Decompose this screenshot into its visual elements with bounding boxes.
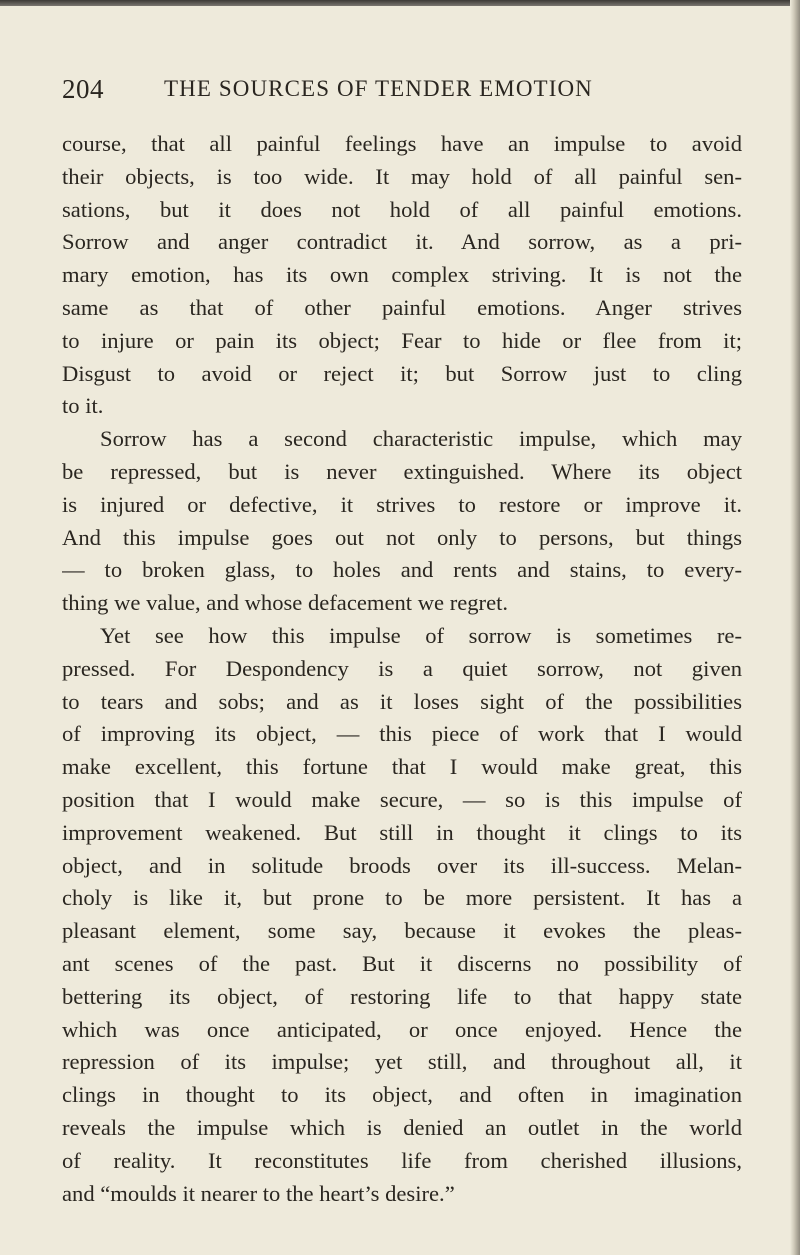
text-line: clings in thought to its object, and often in imagination — [62, 1082, 742, 1108]
text-line: repression of its impulse; yet still, and throughout all, it — [62, 1049, 742, 1075]
text-line: their objects, is too wide. It may hold of all painful sen- — [62, 163, 742, 189]
text-line: object, and in solitude broods over its ill-success. Melan- — [62, 852, 742, 878]
text-line: course, that all painful feelings have an impulse to avoid — [62, 131, 742, 156]
text-line: choly is like it, but prone to be more persistent. It has a — [62, 885, 742, 911]
text-line: to it. — [62, 393, 104, 419]
text-line: — to broken glass, to holes and rents and stains, to every- — [62, 557, 742, 583]
text-line: position that I would make secure, — so is this impulse of — [62, 786, 742, 812]
text-line: pleasant element, some say, because it evokes the pleas- — [62, 918, 742, 944]
text-line: And this impulse goes out not only to persons, but things — [62, 524, 742, 550]
text-line: of improving its object, — this piece of work that I would — [62, 721, 742, 747]
text-line: thing we value, and whose defacement we regret. — [62, 590, 509, 616]
text-line: bettering its object, of restoring life to that happy state — [62, 983, 742, 1009]
page-header — [62, 74, 742, 110]
text-line: same as that of other painful emotions. Anger strives — [62, 294, 742, 320]
text-line: Sorrow and anger contradict it. And sorrow, as a pri- — [62, 229, 742, 255]
text-line: make excellent, this fortune that I would make great, this — [62, 754, 742, 780]
text-line: ant scenes of the past. But it discerns no possibility of — [62, 950, 742, 976]
text-line: Yet see how this impulse of sorrow is sometimes re- — [100, 622, 742, 648]
body-text — [62, 128, 742, 1210]
text-line: pressed. For Despondency is a quiet sorrow, not given — [62, 655, 742, 681]
page-number: 204 — [62, 74, 104, 104]
text-line: is injured or defective, it strives to restore or improve it. — [62, 491, 742, 517]
text-line: which was once anticipated, or once enjoyed. Hence the — [62, 1016, 742, 1042]
text-line: Sorrow has a second characteristic impulse, which may — [100, 426, 742, 452]
text-line: and “moulds it nearer to the heart’s desire.” — [62, 1180, 455, 1206]
text-line: to injure or pain its object; Fear to hide or flee from it; — [62, 327, 742, 353]
text-line: be repressed, but is never extinguished. Where its object — [62, 458, 742, 484]
page-top-edge — [0, 0, 800, 6]
running-title: THE SOURCES OF TENDER EMOTION — [164, 76, 593, 101]
page-right-edge — [790, 0, 800, 1255]
text-line: Disgust to avoid or reject it; but Sorrow just to cling — [62, 360, 742, 386]
text-line: sations, but it does not hold of all painful emotions. — [62, 196, 742, 222]
text-line: of reality. It reconstitutes life from cherished illusions, — [62, 1147, 742, 1173]
text-line: to tears and sobs; and as it loses sight of the possibilities — [62, 688, 742, 714]
text-line: improvement weakened. But still in thought it clings to its — [62, 819, 742, 845]
text-line: mary emotion, has its own complex striving. It is not the — [62, 262, 742, 288]
text-line: reveals the impulse which is denied an outlet in the world — [62, 1114, 742, 1140]
